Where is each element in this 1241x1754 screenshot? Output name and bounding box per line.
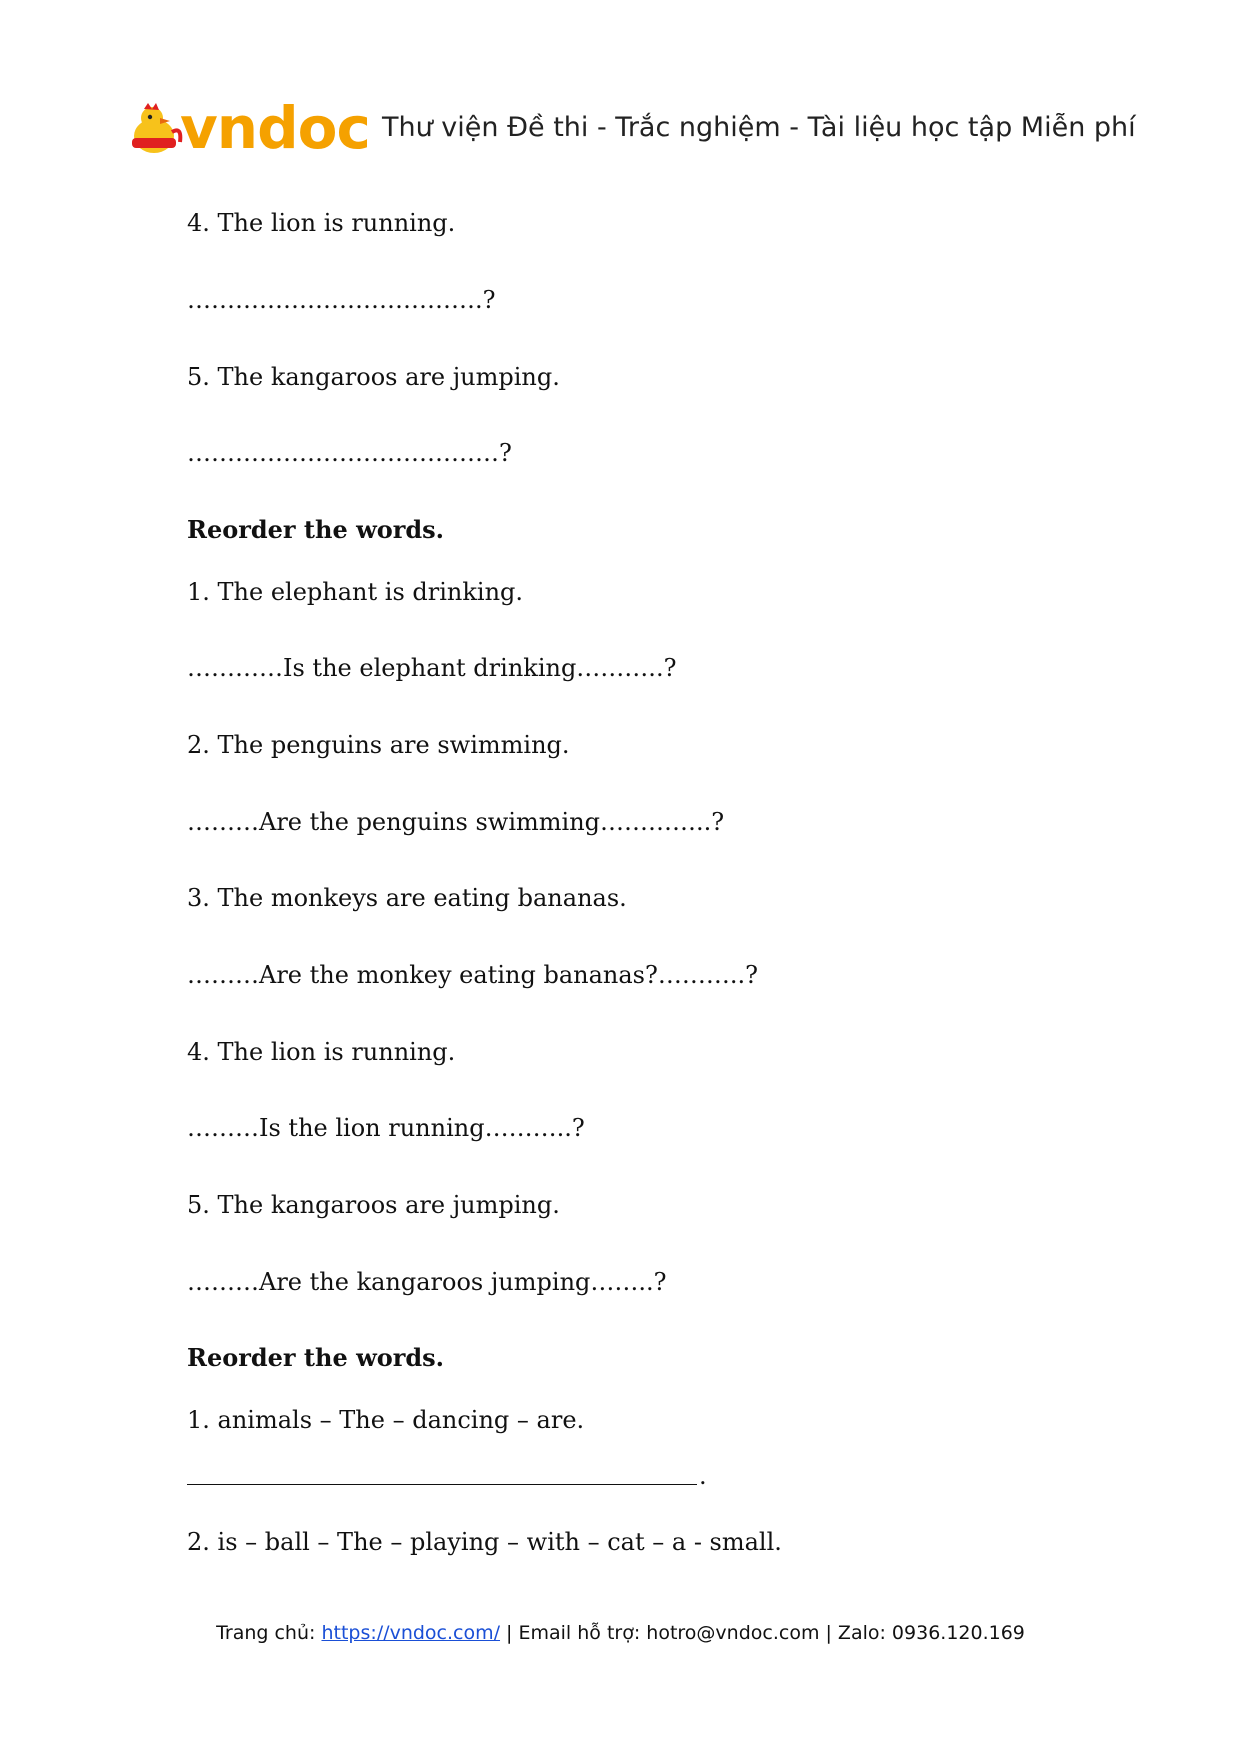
exercise-line: 4. The lion is running. (187, 1038, 456, 1066)
exercise-line: 2. is – ball – The – playing – with – cat – a - small. (187, 1528, 782, 1556)
exercise-line: 1. The elephant is drinking. (187, 578, 524, 606)
exercise-line: 5. The kangaroos are jumping. (187, 1191, 560, 1219)
answer-blank-underline[interactable] (187, 1474, 697, 1485)
answer-line: ………Are the penguins swimming…………..? (187, 808, 725, 836)
answer-line: ………Are the monkey eating bananas?………..? (187, 961, 758, 989)
page-header (128, 94, 1136, 170)
exercise-line: 2. The penguins are swimming. (187, 731, 570, 759)
answer-blank-period: . (699, 1462, 707, 1490)
exercise-line: 1. animals – The – dancing – are. (187, 1406, 585, 1434)
footer-contact: | Email hỗ trợ: hotro@vndoc.com | Zalo: 0936.120.169 (500, 1622, 1025, 1644)
header-tagline: Thư viện Đề thi - Trắc nghiệm - Tài liệu học tập Miễn phí (382, 112, 1136, 143)
chick-mascot-icon (128, 102, 186, 160)
section-heading: Reorder the words. (187, 515, 445, 544)
logo-wordmark: vndoc (180, 94, 370, 162)
answer-line: …………Is the elephant drinking………..? (187, 654, 677, 682)
footer-prefix: Trang chủ: (216, 1622, 322, 1644)
page-footer (0, 1622, 1241, 1644)
section-heading: Reorder the words. (187, 1343, 445, 1372)
exercise-line: 3. The monkeys are eating bananas. (187, 884, 627, 912)
exercise-line: 4. The lion is running. (187, 209, 456, 237)
answer-line: ……………………………….? (187, 286, 496, 314)
homepage-link[interactable]: https://vndoc.com/ (321, 1622, 501, 1644)
answer-line: ………Is the lion running………..? (187, 1114, 585, 1142)
answer-line: ………Are the kangaroos jumping……..? (187, 1268, 667, 1296)
exercise-line: 5. The kangaroos are jumping. (187, 363, 560, 391)
answer-line: …………………………………? (187, 439, 512, 467)
vndoc-logo[interactable] (128, 94, 370, 170)
